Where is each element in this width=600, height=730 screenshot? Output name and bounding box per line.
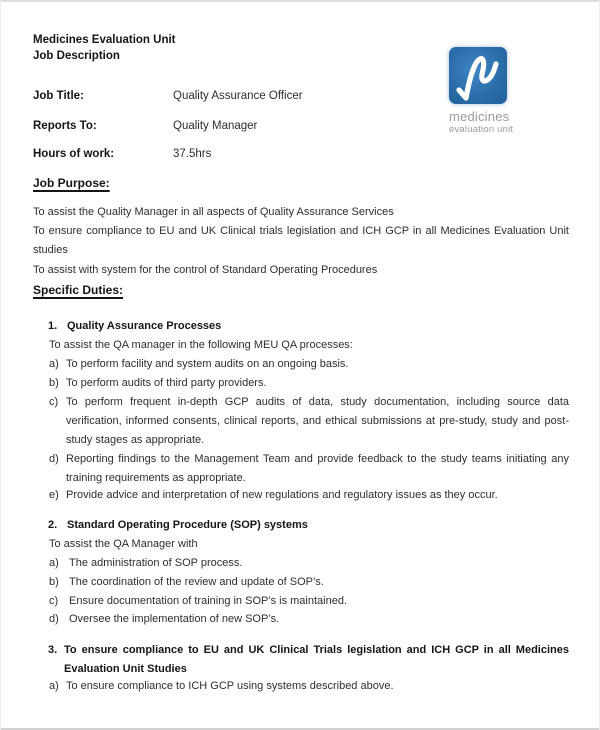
item-text: Oversee the implementation of new SOP’s. [69,613,280,625]
section-title-text: Standard Operating Procedure (SOP) systems [67,519,308,531]
reports-to-value: Quality Manager [173,120,258,132]
document-title: Job Description [33,49,120,62]
section-2-intro: To assist the QA Manager with [49,538,198,550]
reports-to-label: Reports To: [33,120,97,132]
section-2-title [33,516,569,535]
section-3-title [33,641,569,679]
item-marker: d) [49,613,59,625]
section-1-title [33,317,569,336]
section-title-text: Quality Assurance Processes [67,320,222,332]
item-text: To perform facility and system audits on an ongoing basis. [66,358,349,370]
item-marker: a) [49,557,59,569]
list-item [33,573,569,592]
list-item [33,677,569,696]
page-top-edge [1,0,599,2]
job-purpose-heading: Job Purpose: [33,176,110,190]
item-marker: c) [49,396,59,408]
item-marker: b) [49,377,59,389]
item-marker: c) [49,595,59,607]
item-text: To perform frequent in-depth GCP audits of data, study documentation, including source data verification, informed consents, clinical reports, and ethical submissions at pre-study, study and post-study stages as appropriate. [66,396,569,446]
list-item [33,393,569,450]
list-item [33,554,569,573]
item-marker: b) [49,576,59,588]
item-marker: a) [49,358,59,370]
section-1-intro: To assist the QA manager in the following MEU QA processes: [49,339,353,351]
job-purpose-paragraph: To assist the Quality Manager in all aspects of Quality Assurance Services [33,206,394,218]
section-number: 1. [48,320,58,332]
job-title-value: Quality Assurance Officer [173,90,303,102]
job-title-label: Job Title: [33,90,84,102]
item-marker: d) [49,453,59,465]
section-title-text: To ensure compliance to EU and UK Clinical Trials legislation and ICH GCP in all Medicines Evaluation Unit Studies [64,644,569,675]
item-text: Ensure documentation of training in SOP’s is maintained. [69,595,348,607]
section-number: 3. [48,644,58,656]
job-purpose-paragraph: To assist with system for the control of Standard Operating Procedures [33,264,378,276]
list-item [33,450,569,488]
hours-label: Hours of work: [33,148,115,160]
item-text: To perform audits of third party providers. [66,377,267,389]
specific-duties-heading: Specific Duties: [33,283,124,297]
list-item [33,355,569,374]
list-item [33,374,569,393]
org-name: Medicines Evaluation Unit [33,34,176,46]
section-number: 2. [48,519,58,531]
list-item [33,592,569,611]
item-text: The administration of SOP process. [69,557,243,569]
item-text: Reporting findings to the Management Team and provide feedback to the study teams initiating any training requirements as appropriate. [66,453,569,484]
info-row-reports-to [33,117,569,136]
logo-subname: evaluation unit [449,124,514,135]
info-row-hours [33,145,569,164]
item-text: Provide advice and interpretation of new regulations and regulatory issues as they occur. [66,489,498,501]
item-marker: a) [49,680,59,692]
item-marker: e) [49,489,59,501]
list-item [33,486,569,505]
item-text: To ensure compliance to ICH GCP using systems described above. [66,680,394,692]
job-purpose-paragraph: To ensure compliance to EU and UK Clinical trials legislation and ICH GCP in all Medicines Evaluation Unit studies [33,225,569,256]
logo-name: medicines [449,109,510,124]
item-text: The coordination of the review and update of SOP’s. [69,576,324,588]
hours-value: 37.5hrs [173,148,212,160]
list-item [33,610,569,629]
info-row-job-title [33,87,569,106]
